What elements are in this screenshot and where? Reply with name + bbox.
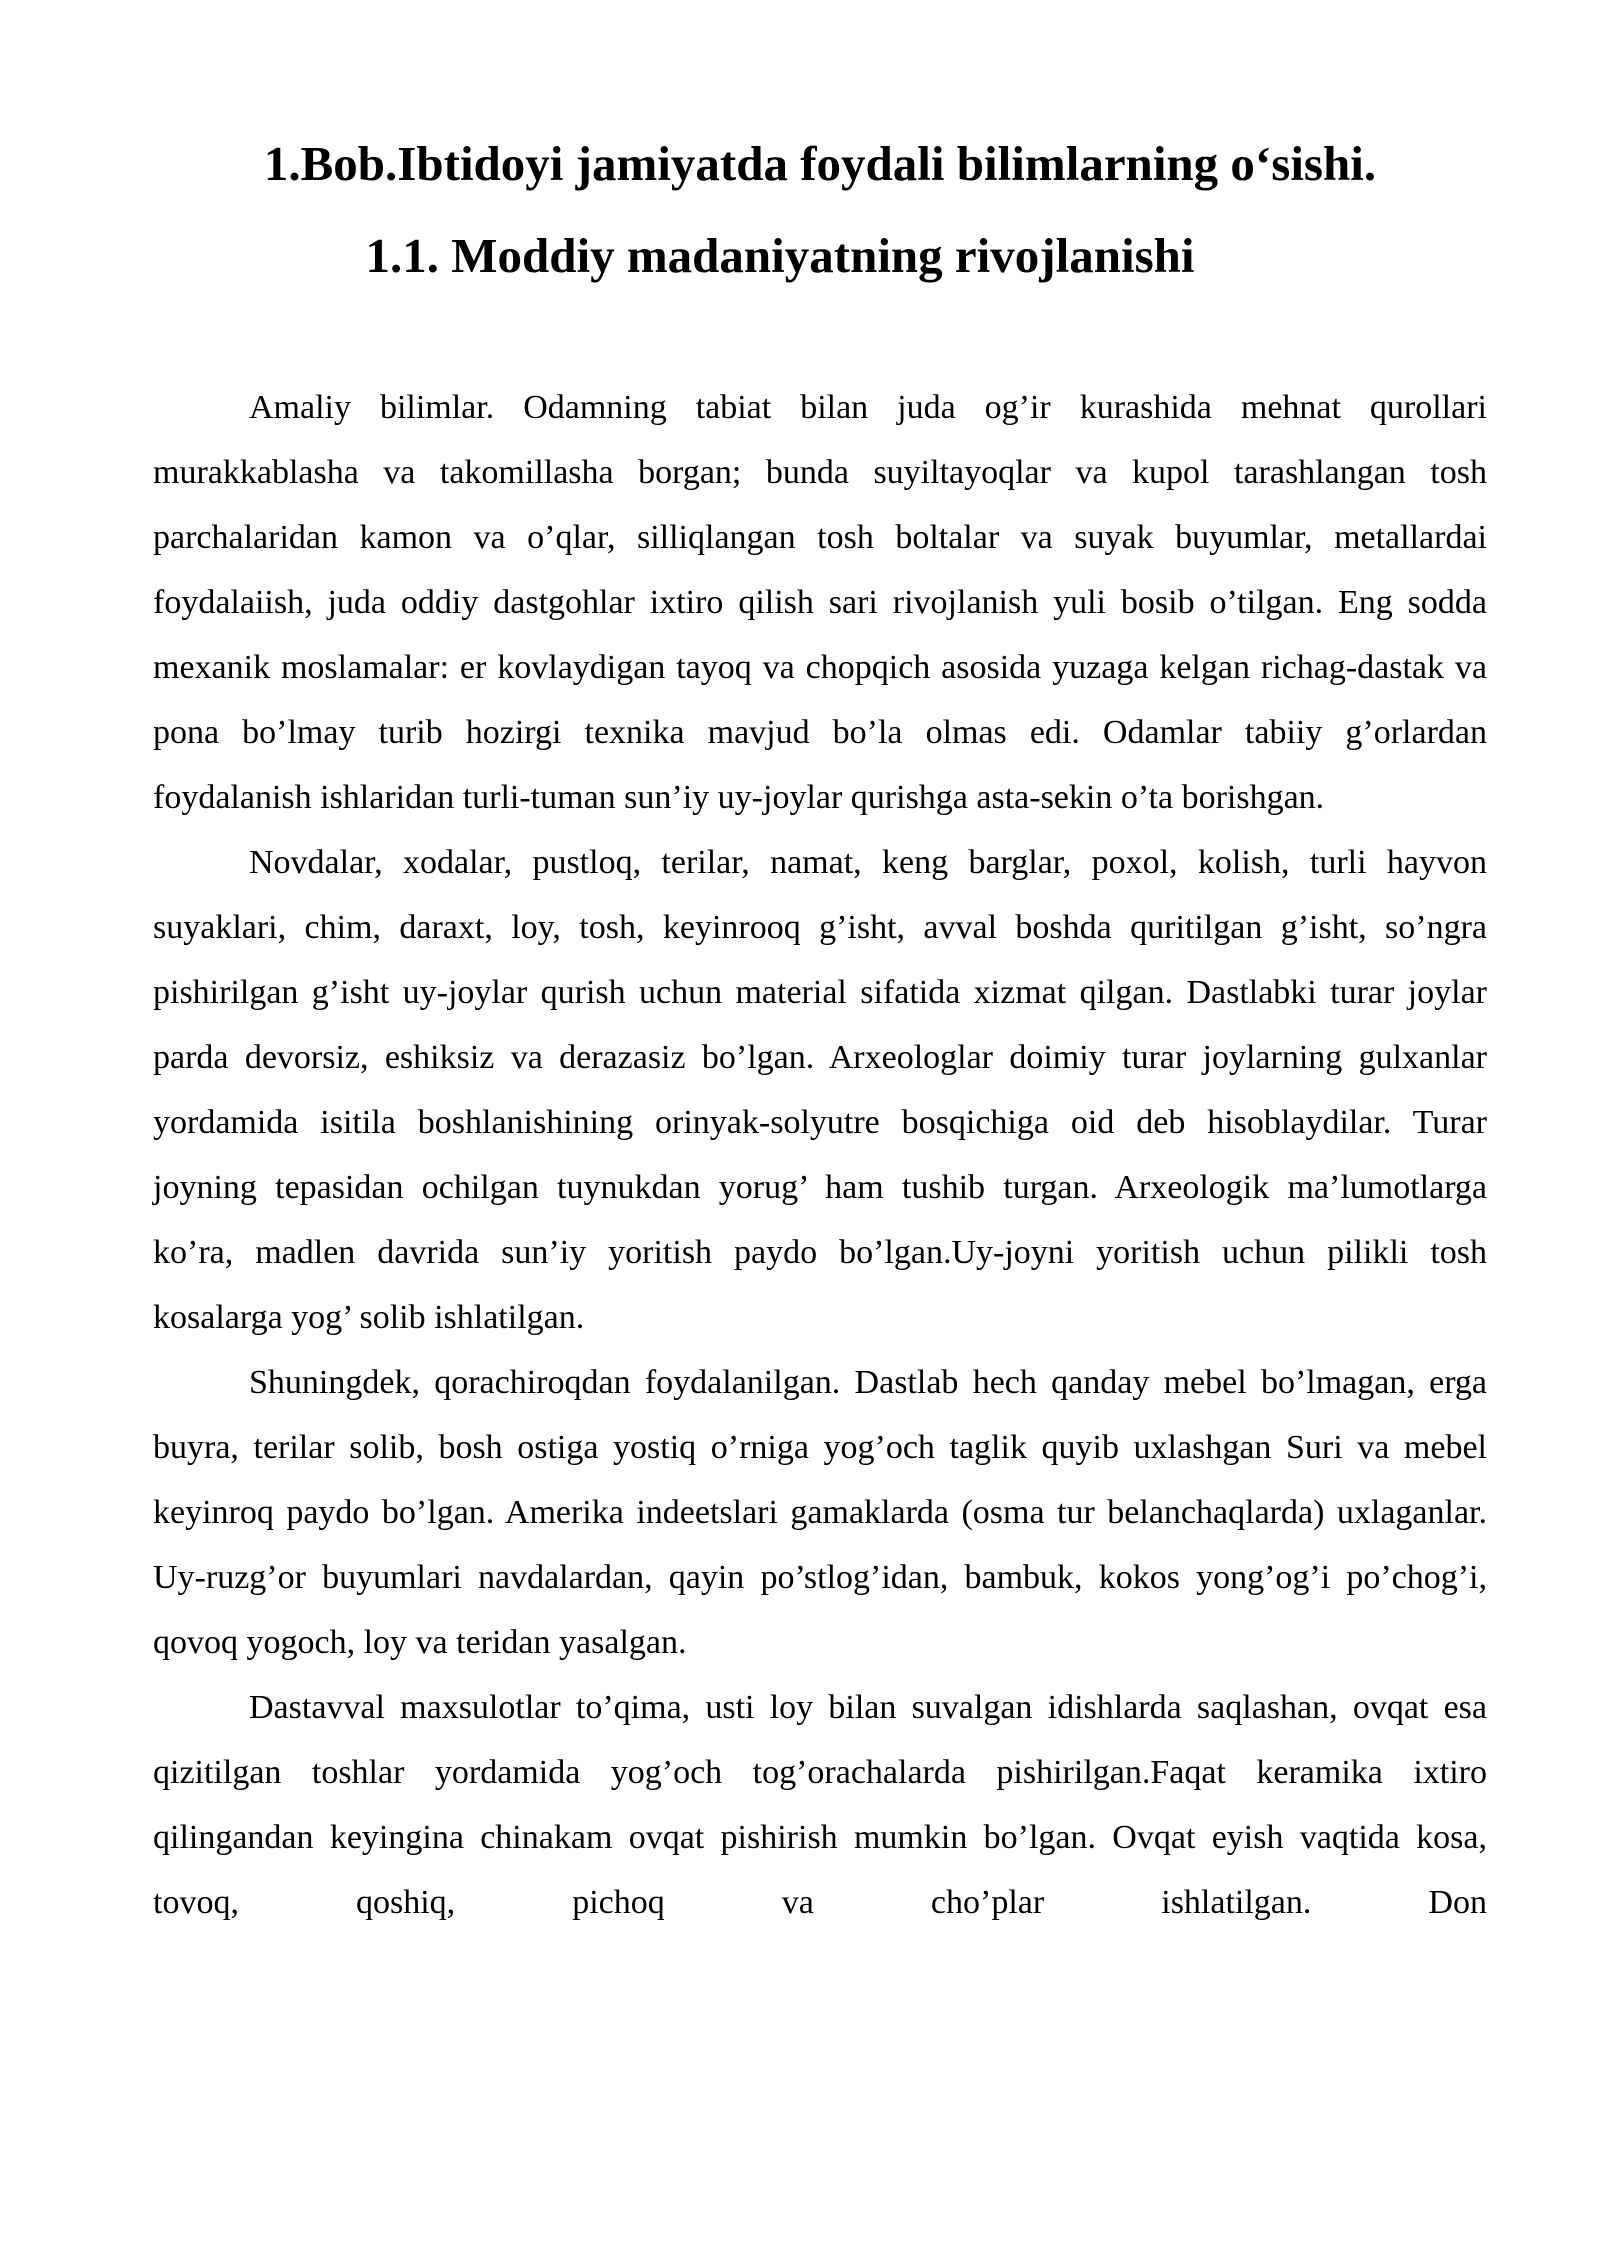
paragraph-3: Shuningdek, qorachiroqdan foydalanilgan. Dastlab hech qanday mebel bo’lmagan, erga buyra, terilar solib, bosh ostiga yostiq o’rniga yog’och taglik quyib uxlashgan Suri va mebel keyinroq paydo bo’lgan. Amerika indeetslari gamaklarda (osma tur belanchaqlarda) uxlaganlar. Uy-ruzg’or buyumlari navdalardan, qayin po’stlog’idan, bambuk, kokos yong’og’i po’chog’i, qovoq yogoch, loy va teridan yasalgan.: [153, 1364, 1487, 1661]
section-title: 1.1. Moddiy madaniyatning rivojlanishi: [365, 228, 1195, 283]
paragraph-4: Dastavval maxsulotlar to’qima, usti loy bilan suvalgan idishlarda saqlashan, ovqat esa qizitilgan toshlar yordamida yog’och tog’orachalarda pishirilgan.Faqat keramika ixtiro qilingandan keyingina chinakam ovqat pishirish mumkin bo’lgan. Ovqat eyish vaqtida kosa, tovoq, qoshiq, pichoq va cho’plar ishlatilgan. Don: [153, 1689, 1487, 1921]
body-text: [153, 375, 1487, 1935]
chapter-title: 1.Bob.Ibtidoyi jamiyatda foydali bilimlarning o‘sishi.: [263, 136, 1377, 191]
paragraph-2: Novdalar, xodalar, pustloq, terilar, namat, keng barglar, poxol, kolish, turli hayvon suyaklari, chim, daraxt, loy, tosh, keyinrooq g’isht, avval boshda quritilgan g’isht, so’ngra pishirilgan g’isht uy-joylar qurish uchun material sifatida xizmat qilgan. Dastlabki turar joylar parda devorsiz, eshiksiz va derazasiz bo’lgan. Arxeologlar doimiy turar joylarning gulxanlar yordamida isitila boshlanishining orinyak-solyutre bosqichiga oid deb hisoblaydilar. Turar joyning tepasidan ochilgan tuynukdan yorug’ ham tushib turgan. Arxeologik ma’lumotlarga ko’ra, madlen davrida sun’iy yoritish paydo bo’lgan.Uy-joyni yoritish uchun pilikli tosh kosalarga yog’ solib ishlatilgan.: [153, 844, 1487, 1336]
paragraph-1: Amaliy bilimlar. Odamning tabiat bilan juda og’ir kurashida mehnat qurollari murakkablasha va takomillasha borgan; bunda suyiltayoqlar va kupol tarashlangan tosh parchalaridan kamon va o’qlar, silliqlangan tosh boltalar va suyak buyumlar, metallardai foydalaiish, juda oddiy dastgohlar ixtiro qilish sari rivojlanish yuli bosib o’tilgan. Eng sodda mexanik moslamalar: er kovlaydigan tayoq va chopqich asosida yuzaga kelgan richag-dastak va pona bo’lmay turib hozirgi texnika mavjud bo’la olmas edi. Odamlar tabiiy g’orlardan foydalanish ishlaridan turli-tuman sun’iy uy-joylar qurishga asta-sekin o’ta borishgan.: [153, 389, 1487, 816]
